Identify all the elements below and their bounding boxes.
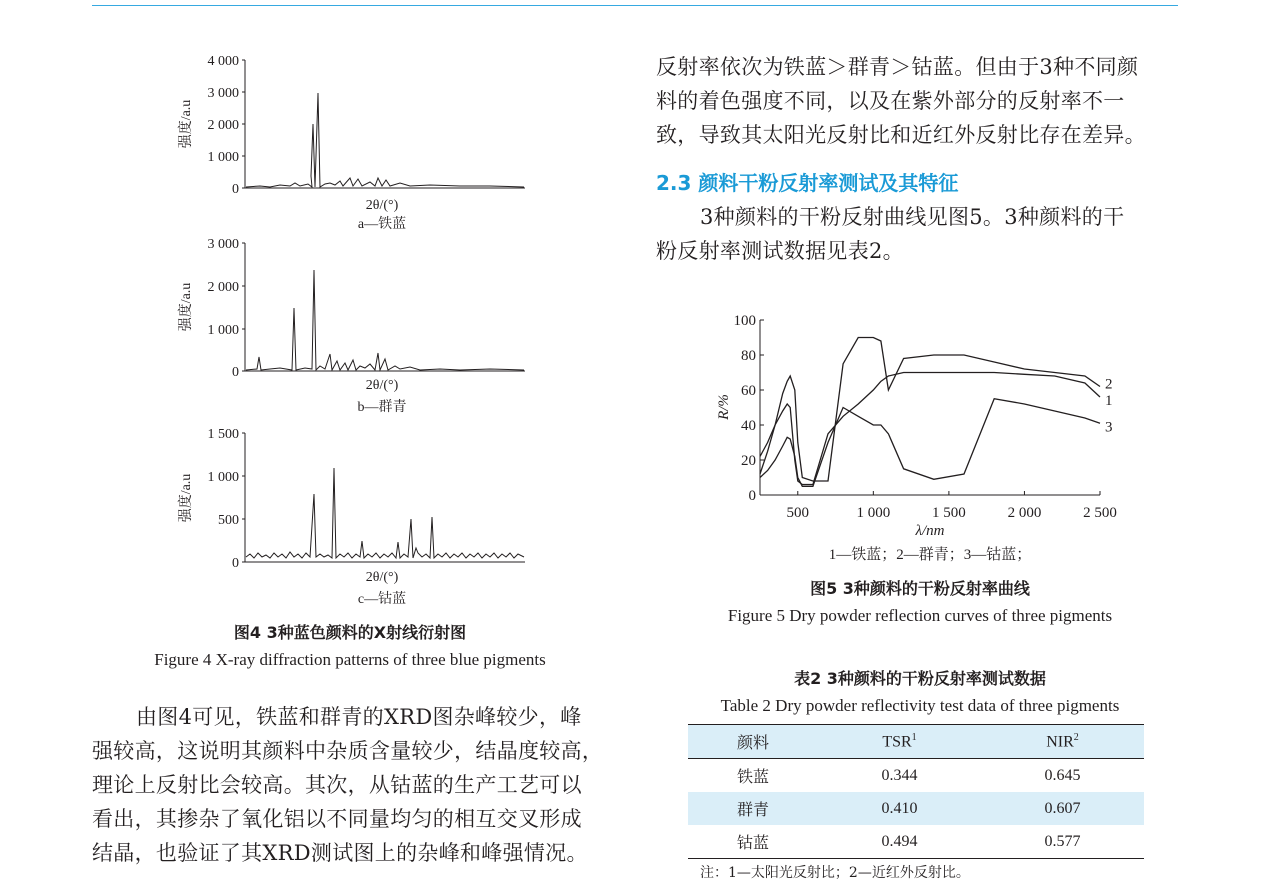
col-header-text: TSR <box>882 733 912 751</box>
table-cell: 0.607 <box>981 792 1144 825</box>
x-tick-label: 1 000 <box>856 505 891 521</box>
x-tick-label: 2 500 <box>1083 505 1117 521</box>
xrd-a-caption: a—铁蓝 <box>357 217 407 232</box>
x-tick-label: 1 500 <box>932 505 966 521</box>
xrd-a-ytick: 3 000 <box>207 86 239 101</box>
table-cell: 钴蓝 <box>736 835 769 852</box>
y-tick-label: 80 <box>741 348 756 364</box>
y-tick-label: 100 <box>733 313 756 329</box>
xrd-b-ytick: 1 000 <box>207 323 239 338</box>
figure4-title-en: Figure 4 X-ray diffraction patterns of three blue pigments <box>154 650 546 669</box>
reflectivity-table <box>688 724 1144 859</box>
xrd-c-ytick: 0 <box>232 556 239 571</box>
table2-title-en: Table 2 Dry powder reflectivity test data of three pigments <box>720 696 1120 715</box>
xrd-c-xlabel: 2θ/(°) <box>365 570 399 585</box>
x-axis-label: λ/nm <box>915 523 945 539</box>
xrd-b-ylabel: 强度/a.u <box>179 282 194 332</box>
table-cell: 0.577 <box>1044 832 1081 850</box>
text-line: 3种颜料的干粉反射曲线见图5。3种颜料的干 <box>700 205 1125 229</box>
xrd-c-ytick: 1 000 <box>207 470 239 485</box>
table-row <box>688 759 1144 793</box>
reflectance-chart <box>700 305 1140 570</box>
xrd-b-xlabel: 2θ/(°) <box>365 378 399 393</box>
xrd-c-trace <box>246 468 524 558</box>
xrd-panel-a <box>177 54 525 232</box>
xrd-a-xlabel: 2θ/(°) <box>365 198 399 213</box>
y-axis-label: R/% <box>716 394 732 420</box>
xrd-b-ytick: 2 000 <box>207 280 239 295</box>
series-label-2: 2 <box>1105 376 1113 393</box>
chart-legend: 1—铁蓝；2—群青；3—钴蓝； <box>828 547 1032 563</box>
y-tick-label: 60 <box>741 383 756 399</box>
y-tick-label: 40 <box>741 418 756 434</box>
figure5-title-en: Figure 5 Dry powder reflection curves of three pigments <box>727 606 1113 625</box>
xrd-b-ytick: 0 <box>232 365 239 380</box>
xrd-a-ytick: 1 000 <box>207 150 239 165</box>
series-line-1 <box>760 373 1100 485</box>
table-cell: 铁蓝 <box>736 769 769 786</box>
x-tick-label: 2 000 <box>1007 505 1042 521</box>
col-header-text: NIR <box>1046 733 1074 751</box>
table-cell: 0.344 <box>881 766 918 784</box>
table-cell: 0.645 <box>1044 766 1081 784</box>
figure5-title-cn: 图5 3种颜料的干粉反射率曲线 <box>810 579 1030 598</box>
text-line: 理论上反射比会较高。其次，从钴蓝的生产工艺可以 <box>92 773 582 797</box>
xrd-c-ytick: 1 500 <box>207 427 239 442</box>
text-line: 看出，其掺杂了氧化铝以不同量均匀的相互交叉形成 <box>92 807 582 831</box>
col-header-tsr <box>818 725 981 759</box>
xrd-panel-b <box>177 237 525 415</box>
section-heading: 2.3 颜料干粉反射率测试及其特征 <box>656 171 959 195</box>
table-cell: 0.494 <box>881 832 918 850</box>
xrd-c-caption: c—钴蓝 <box>357 592 407 607</box>
col-header-pigment: 颜料 <box>688 725 818 759</box>
text-line: 粉反射率测试数据见表2。 <box>656 239 904 263</box>
table-header-row <box>688 725 1144 759</box>
table-row <box>688 825 1144 859</box>
xrd-a-ytick: 0 <box>232 182 239 197</box>
header-rule <box>92 5 1178 6</box>
table2-title-cn: 表2 3种颜料的干粉反射率测试数据 <box>794 669 1046 688</box>
xrd-figure <box>160 48 540 618</box>
xrd-b-ytick: 3 000 <box>207 237 239 252</box>
xrd-a-ytick: 4 000 <box>207 54 239 69</box>
xrd-a-ylabel: 强度/a.u <box>179 99 194 149</box>
series-line-3 <box>760 399 1100 487</box>
col-header-footnote: 2 <box>1073 731 1079 743</box>
xrd-a-ytick: 2 000 <box>207 118 239 133</box>
text-line: 致，导致其太阳光反射比和近红外反射比存在差异。 <box>656 123 1146 147</box>
text-line: 强较高，这说明其颜料中杂质含量较少，结晶度较高， <box>92 739 604 763</box>
figure4-title-cn: 图4 3种蓝色颜料的X射线衍射图 <box>233 623 467 642</box>
x-tick-marks <box>798 491 1100 495</box>
xrd-a-trace <box>246 93 524 187</box>
col-header-nir <box>981 725 1144 759</box>
right-paragraph-2 <box>656 200 1186 268</box>
col-header-footnote: 1 <box>911 731 917 743</box>
xrd-c-ytick: 500 <box>218 513 239 528</box>
table-cell: 群青 <box>688 792 818 825</box>
xrd-panel-c <box>177 427 525 607</box>
x-tick-label: 500 <box>786 505 810 521</box>
table-cell: 0.410 <box>818 792 981 825</box>
text-line: 由图4可见，铁蓝和群青的XRD图杂峰较少，峰 <box>136 705 582 729</box>
xrd-b-trace <box>246 270 524 370</box>
y-tick-label: 0 <box>748 488 756 504</box>
y-tick-label: 20 <box>741 453 756 469</box>
text-line: 结晶，也验证了其XRD测试图上的杂峰和峰强情况。 <box>92 841 588 865</box>
series-label-1: 1 <box>1105 393 1113 409</box>
xrd-b-caption: b—群青 <box>357 400 407 415</box>
xrd-c-ylabel: 强度/a.u <box>179 473 194 523</box>
left-paragraph <box>92 700 622 870</box>
right-paragraph <box>656 50 1186 152</box>
table-row <box>688 792 1144 825</box>
series-label-3: 3 <box>1105 419 1113 436</box>
text-line: 反射率依次为铁蓝＞群青＞钴蓝。但由于3种不同颜 <box>656 55 1139 79</box>
text-line: 料的着色强度不同，以及在紫外部分的反射率不一 <box>656 89 1125 113</box>
table2-note: 注：1—太阳光反射比；2—近红外反射比。 <box>700 865 970 881</box>
